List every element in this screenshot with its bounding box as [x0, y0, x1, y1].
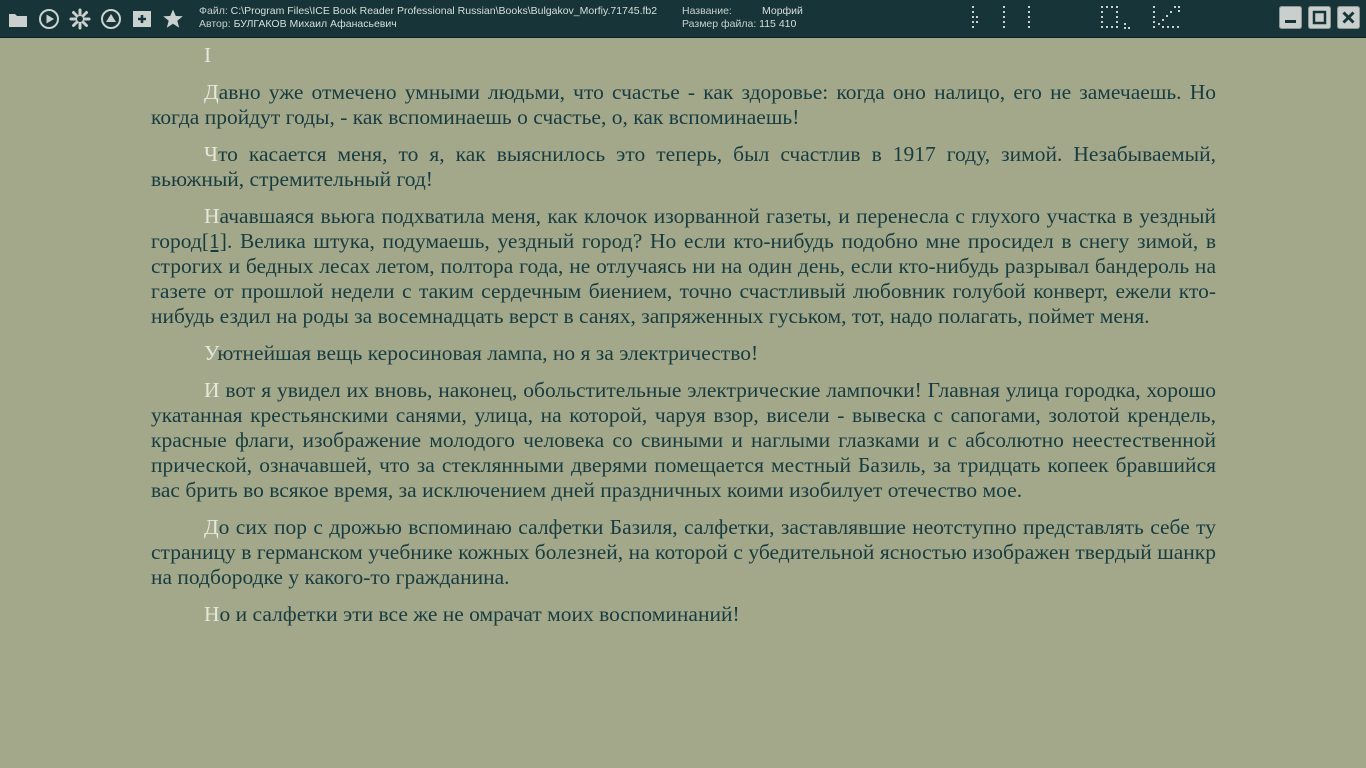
dropcap: Ч	[204, 142, 218, 166]
paragraph-text: авно уже отмечено умными людьми, что счастье - как здоровье: когда оно налицо, его не замечаешь. Но когда пройдут годы, - как вспоминаешь о счастье, о, как вспоминаешь!	[151, 80, 1216, 129]
book-title: Морфий	[762, 5, 803, 17]
paragraph-text: ютнейшая вещь керосиновая лампа, но я за электричество!	[217, 341, 759, 365]
paragraph	[151, 378, 1216, 503]
paragraph-text: о и салфетки эти все же не омрачат моих воспоминаний!	[219, 602, 740, 626]
file-info	[199, 5, 657, 31]
paragraph	[151, 204, 1216, 329]
paragraph	[151, 341, 1216, 366]
toolbar-dotted-marks	[970, 5, 1032, 33]
play-icon[interactable]	[36, 6, 61, 31]
toolbar	[0, 0, 1366, 38]
paragraph-text: то касается меня, то я, как выяснилось это теперь, был счастлив в 1917 году, зимой. Незабываемый, вьюжный, стремительный год!	[151, 142, 1216, 191]
dropcap: Н	[204, 602, 220, 626]
paragraph	[151, 515, 1216, 590]
settings-gear-icon[interactable]	[67, 6, 92, 31]
fullscreen-diagonal-icon[interactable]	[1152, 5, 1182, 33]
chapter-heading: I	[204, 43, 212, 67]
size-label: Размер файла:	[682, 18, 757, 30]
maximize-icon	[1312, 10, 1327, 25]
author-name: БУЛГАКОВ Михаил Афанасьевич	[233, 18, 397, 30]
paragraph	[151, 602, 1216, 627]
book-info	[682, 5, 803, 31]
minimize-button[interactable]	[1279, 6, 1302, 29]
paragraph-text: . Велика штука, подумаешь, уездный город? Но если кто-нибудь подобно мне просидел в снегу зимой, в строгих и бедных лесах летом, полтора года, не отлучаясь ни на один день, если кто-нибудь разрывал бандероль на газете от прошлой недели с таким сердечным биением, точно счастливый любовник голубой конверт, ежели кто-нибудь ездил на роды за восемнадцать верст в санях, запряженных гуськом, тот, надо полагать, поймет меня.	[151, 229, 1216, 328]
page-frame-icon[interactable]	[1100, 5, 1132, 33]
dropcap: Н	[204, 204, 220, 228]
dropcap: Д	[204, 515, 219, 539]
close-button[interactable]	[1337, 6, 1360, 29]
close-icon	[1341, 10, 1356, 25]
folder-icon[interactable]	[5, 6, 30, 31]
paragraph-text: о сих пор с дрожью вспоминаю салфетки Базиля, салфетки, заставлявшие неотступно представлять себе ту страницу в германском учебнике кожных болезней, на которой с убедительной ясностью изображен твердый шанкр на подбородке у какого-то гражданина.	[151, 515, 1216, 589]
toolbar-icons	[5, 6, 185, 31]
eject-icon[interactable]	[98, 6, 123, 31]
dropcap: И	[204, 378, 220, 402]
column-layout-icon	[972, 6, 1030, 28]
star-icon[interactable]	[160, 6, 185, 31]
book-page	[151, 41, 1216, 639]
paragraph-text: ачавшаяся вьюга подхватила меня, как клочок изорванной газеты, и перенесла с глухого участка в уездный город	[151, 204, 1216, 253]
window-controls	[1279, 6, 1360, 29]
dropcap: У	[204, 341, 218, 365]
paragraph	[151, 80, 1216, 130]
paragraph-text: вот я увидел их вновь, наконец, обольстительные электрические лампочки! Главная улица городка, хорошо укатанная крестьянскими санями, улица, на которой, чаруя взор, висели - вывеска с сапогами, золотой крендель, красные флаги, изображение молодого человека со свиными и наглыми глазками и с абсолютно неестественной прической, означавшей, что за стеклянными дверями помещается местный Базиль, за тридцать копеек бравшийся вас брить во всякое время, за исключением дней праздничных коими изобилует отечество мое.	[151, 378, 1216, 502]
paragraph	[151, 142, 1216, 192]
minimize-icon	[1283, 10, 1298, 25]
footnote-link[interactable]: [1]	[201, 229, 227, 253]
dropcap: Д	[204, 80, 219, 104]
file-label: Файл:	[199, 5, 228, 17]
maximize-button[interactable]	[1308, 6, 1331, 29]
file-path: C:\Program Files\ICE Book Reader Professional Russian\Books\Bulgakov_Morfiy.71745.fb2	[230, 5, 658, 17]
file-size: 115 410	[759, 18, 797, 30]
title-label: Название:	[682, 5, 732, 17]
add-bookmark-icon[interactable]	[129, 6, 154, 31]
author-label: Автор:	[199, 18, 231, 30]
